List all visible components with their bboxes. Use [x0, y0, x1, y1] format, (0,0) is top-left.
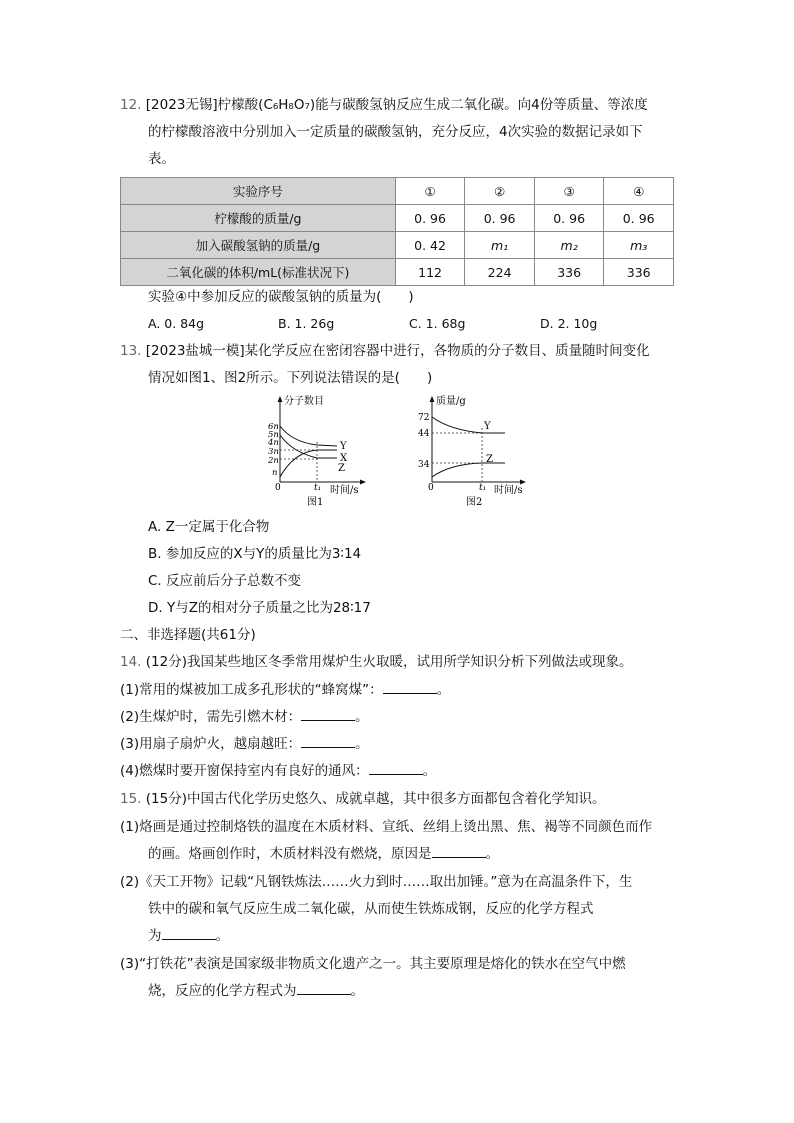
- table-header-cell: ②: [465, 178, 535, 205]
- q13-option-d: D. Y与Z的相对分子质量之比为28∶17: [148, 600, 371, 616]
- q15-number: 15.: [120, 791, 142, 807]
- q14-item-2: [120, 704, 369, 730]
- q12-data-table: [120, 177, 674, 286]
- q14-text: (12分)我国某些地区冬季常用煤炉生火取暖，试用所学知识分析下列做法或现象。: [145, 654, 633, 670]
- fig1-ylabel: 分子数目: [284, 396, 324, 407]
- fig1-curve-label: Z: [338, 463, 345, 474]
- fig2-origin: 0: [428, 483, 434, 493]
- q14-item-1: [120, 677, 450, 703]
- table-header-cell: ④: [604, 178, 674, 205]
- q15-item-2-line2: 铁中的碳和氧气反应生成二氧化碳，从而使生铁炼成钢，反应的化学方程式: [148, 901, 594, 917]
- q12-option-c: C. 1. 68g: [409, 316, 466, 331]
- q14-item-text: (4)燃煤时要开窗保持室内有良好的通风：: [120, 763, 369, 779]
- figure-2-mass: [410, 392, 532, 508]
- fig2-ytick: 34: [418, 460, 430, 470]
- section-heading: 二、非选择题(共61分): [120, 627, 256, 643]
- table-cell: 0. 96: [534, 205, 604, 232]
- q14-number: 14.: [120, 654, 142, 670]
- q12-option-b: B. 1. 26g: [278, 316, 335, 331]
- fig1-caption: 图1: [307, 497, 324, 508]
- answer-blank[interactable]: [297, 980, 351, 995]
- q13-option-a: A. Z一定属于化合物: [148, 519, 270, 535]
- period: 。: [215, 928, 229, 944]
- q12-option-d: D. 2. 10g: [540, 316, 598, 331]
- q13-number: 13.: [120, 343, 142, 359]
- fig1-curve-label: X: [340, 453, 348, 464]
- fig2-ytick: 72: [418, 413, 430, 423]
- table-header-cell: ③: [534, 178, 604, 205]
- fig2-caption: 图2: [466, 497, 483, 508]
- fig1-curve-label: Y: [340, 441, 347, 452]
- table-row-label: 加入碳酸氢钠的质量/g: [121, 232, 396, 259]
- fig1-curve-x: [280, 435, 337, 458]
- q14-item-text: (3)用扇子扇炉火，越扇越旺：: [120, 736, 302, 752]
- q13-line2: 情况如图1、图2所示。下列说法错误的是( ): [148, 370, 433, 386]
- period: 。: [436, 682, 451, 698]
- q12-text-1: [2023无锡]柠檬酸(C₆H₈O₇)能与碳酸氢钠反应生成二氧化碳。向4份等质量、等浓度: [145, 97, 648, 113]
- fig1-ytick: 2n: [268, 456, 279, 466]
- table-row: [121, 205, 674, 232]
- fig2-ytick: 44: [418, 429, 430, 439]
- q15-item-2-line3: [148, 923, 229, 949]
- fig2-t1: t₁: [479, 483, 487, 493]
- table-cell: m₁: [465, 232, 535, 259]
- period: 。: [350, 983, 364, 999]
- q15-text: (15分)中国古代化学历史悠久、成就卓越，其中很多方面都包含着化学知识。: [145, 791, 606, 807]
- q15-item-3-line1: (3)“打铁花”表演是国家级非物质文化遗产之一。其主要原理是熔化的铁水在空气中燃: [120, 956, 626, 972]
- fig2-xlabel: 时间/s: [494, 485, 523, 496]
- q14-item-text: (1)常用的煤被加工成多孔形状的“蜂窝煤”：: [120, 682, 383, 698]
- table-cell: 0. 96: [395, 205, 465, 232]
- fig1-xlabel: 时间/s: [330, 485, 359, 496]
- table-header-cell: ①: [395, 178, 465, 205]
- figure-1-molecule-count: [252, 392, 370, 508]
- q12-line3: 表。: [148, 151, 175, 167]
- q15-stem: [120, 786, 606, 812]
- q14-stem: [120, 649, 633, 675]
- q15-item-text: 为: [148, 928, 162, 944]
- q12-option-a: A. 0. 84g: [148, 316, 205, 331]
- fig2-curve-y: [432, 417, 505, 433]
- q13-option-b: B. 参加反应的X与Y的质量比为3∶14: [148, 546, 362, 562]
- fig1-origin: 0: [275, 483, 281, 493]
- table-row-label: 二氧化碳的体积/mL(标准状况下): [121, 259, 396, 286]
- fig2-curve-label: Z: [486, 454, 493, 465]
- fig1-ytick: 5n: [268, 430, 279, 440]
- answer-blank[interactable]: [369, 760, 423, 775]
- table-row-label: 柠檬酸的质量/g: [121, 205, 396, 232]
- q12-line1: [120, 92, 648, 118]
- period: 。: [422, 763, 437, 779]
- table-cell: 0. 96: [604, 205, 674, 232]
- fig1-ytick: n: [272, 468, 278, 478]
- answer-blank[interactable]: [383, 679, 437, 694]
- fig1-ytick: 6n: [268, 422, 279, 432]
- q15-item-1-line1: (1)烙画是通过控制烙铁的温度在木质材料、宣纸、丝绢上烫出黑、焦、褐等不同颜色而作: [120, 819, 653, 835]
- table-header-label: 实验序号: [121, 178, 396, 205]
- table-row: [121, 259, 674, 286]
- table-row: [121, 178, 674, 205]
- q14-item-4: [120, 758, 436, 784]
- q15-item-text: 的画。烙画创作时，木质材料没有燃烧，原因是: [148, 846, 432, 862]
- q12-number: 12.: [120, 97, 142, 113]
- fig1-curve-z: [280, 450, 337, 477]
- table-cell: 112: [395, 259, 465, 286]
- answer-blank[interactable]: [432, 843, 486, 858]
- fig1-ytick: 4n: [268, 438, 279, 448]
- table-cell: 336: [604, 259, 674, 286]
- period: 。: [355, 709, 369, 725]
- table-cell: m₂: [534, 232, 604, 259]
- period: 。: [485, 846, 499, 862]
- table-cell: 0. 96: [465, 205, 535, 232]
- fig2-curve-label: Y: [484, 421, 491, 432]
- q15-item-3-line2: [148, 978, 364, 1004]
- q14-item-3: [120, 731, 369, 757]
- q12-question: 实验④中参加反应的碳酸氢钠的质量为( ): [148, 289, 414, 305]
- period: 。: [355, 736, 369, 752]
- fig2-curve-z: [432, 463, 505, 477]
- answer-blank[interactable]: [301, 733, 355, 748]
- q13-text-1: [2023盐城一模]某化学反应在密闭容器中进行，各物质的分子数目、质量随时间变化: [145, 343, 650, 359]
- table-cell: 336: [534, 259, 604, 286]
- table-cell: 0. 42: [395, 232, 465, 259]
- q12-line2: 的柠檬酸溶液中分别加入一定质量的碳酸氢钠，充分反应，4次实验的数据记录如下: [148, 124, 643, 140]
- table-row: [121, 232, 674, 259]
- answer-blank[interactable]: [162, 925, 216, 940]
- fig1-curve-y: [280, 426, 337, 446]
- answer-blank[interactable]: [301, 706, 355, 721]
- q13-option-c: C. 反应前后分子总数不变: [148, 573, 302, 589]
- fig1-ytick: 3n: [268, 447, 279, 457]
- fig1-t1: t₁: [314, 483, 322, 493]
- q14-item-text: (2)生煤炉时，需先引燃木材：: [120, 709, 302, 725]
- table-cell: 224: [465, 259, 535, 286]
- table-cell: m₃: [604, 232, 674, 259]
- q13-line1: [120, 338, 650, 364]
- q15-item-text: 烧，反应的化学方程式为: [148, 983, 297, 999]
- q15-item-2-line1: (2)《天工开物》记载“凡钢铁炼法……火力到时……取出加锤。”意为在高温条件下，生: [120, 874, 633, 890]
- fig2-ylabel: 质量/g: [436, 396, 466, 407]
- q15-item-1-line2: [148, 841, 499, 867]
